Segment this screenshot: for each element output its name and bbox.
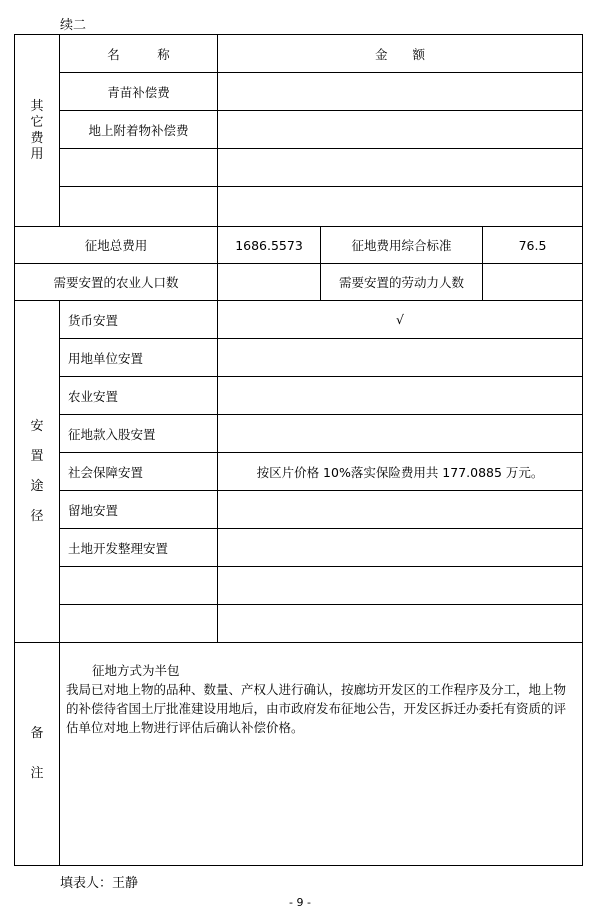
fee-amount-cell <box>218 149 583 187</box>
resettle-value-cell <box>218 339 583 377</box>
remarks-content <box>60 643 583 866</box>
resettle-value-cell <box>218 529 583 567</box>
continuation-label: 续二 <box>60 18 87 33</box>
resettle-monetary-check: √ <box>218 301 583 339</box>
remarks-section-label: 备 注 <box>15 643 60 866</box>
resettle-equity: 征地款入股安置 <box>60 415 218 453</box>
fee-amount-cell <box>218 73 583 111</box>
resettle-value-cell <box>218 605 583 643</box>
resettle-employer: 用地单位安置 <box>60 339 218 377</box>
remarks-line-1: 征地方式为半包 <box>92 663 180 678</box>
fee-name-empty <box>60 149 218 187</box>
agri-population-label: 需要安置的农业人口数 <box>15 264 218 301</box>
resettle-value-cell <box>218 415 583 453</box>
fee-amount-cell <box>218 111 583 149</box>
total-fee-value: 1686.5573 <box>218 227 321 264</box>
name-column-header: 名 称 <box>60 35 218 73</box>
fee-name-attachments: 地上附着物补偿费 <box>60 111 218 149</box>
resettle-value-cell <box>218 567 583 605</box>
land-acquisition-form <box>14 34 583 866</box>
form-filler: 填表人：王静 <box>60 876 139 891</box>
remarks-line-2: 我局已对地上物的品种、数量、产权人进行确认，按廊坊开发区的工作程序及分工，地上物的补偿待省国土厅批准建设用地后，由市政府发布征地公告，开发区拆迁办委托有资质的评估单位对地上物进行评估后确认补偿价格。 <box>66 682 567 735</box>
standard-label: 征地费用综合标准 <box>321 227 483 264</box>
standard-value: 76.5 <box>483 227 583 264</box>
resettle-reserved-land: 留地安置 <box>60 491 218 529</box>
total-fee-label: 征地总费用 <box>15 227 218 264</box>
resettle-agricultural: 农业安置 <box>60 377 218 415</box>
amount-column-header: 金 额 <box>218 35 583 73</box>
resettle-value-cell <box>218 377 583 415</box>
fee-amount-cell <box>218 187 583 227</box>
social-security-description: 按区片价格 10%落实保险费用共 177.0885 万元。 <box>218 453 583 491</box>
page-number: - 9 - <box>289 896 311 909</box>
resettle-monetary: 货币安置 <box>60 301 218 339</box>
resettle-land-development: 土地开发整理安置 <box>60 529 218 567</box>
labor-count-value <box>483 264 583 301</box>
resettle-empty <box>60 567 218 605</box>
resettlement-section-label: 安 置 途 径 <box>15 301 60 643</box>
labor-count-label: 需要安置的劳动力人数 <box>321 264 483 301</box>
fee-name-empty <box>60 187 218 227</box>
other-fees-section-label: 其 它 费 用 <box>15 35 60 227</box>
agri-population-value <box>218 264 321 301</box>
resettle-empty <box>60 605 218 643</box>
resettle-social-security: 社会保障安置 <box>60 453 218 491</box>
fee-name-seedling: 青苗补偿费 <box>60 73 218 111</box>
resettle-value-cell <box>218 491 583 529</box>
